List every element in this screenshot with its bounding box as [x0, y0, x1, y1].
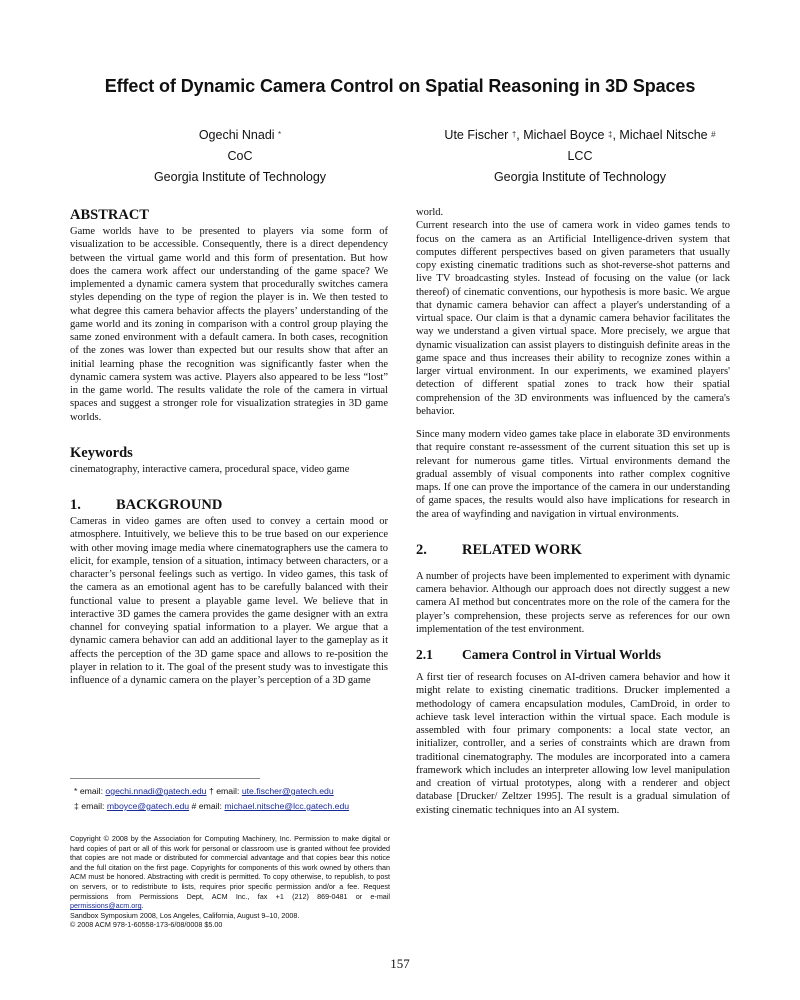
author-institution: Georgia Institute of Technology: [153, 170, 327, 184]
paper-title: Effect of Dynamic Camera Control on Spatial Reasoning in 3D Spaces: [104, 76, 696, 96]
author-name: Michael Nitsche: [619, 128, 708, 142]
author-block-left: [110, 124, 370, 188]
author-institution: Georgia Institute of Technology: [493, 170, 667, 184]
footnote-label: email:: [81, 801, 105, 811]
email-link[interactable]: ute.fischer@gatech.edu: [241, 786, 334, 796]
left-column: [70, 206, 388, 687]
footnote-label: email:: [198, 801, 222, 811]
right-column: [416, 206, 730, 817]
footnote-mark: ‡: [74, 801, 79, 811]
author-mark: †: [511, 130, 517, 139]
subsection-title: Camera Control in Virtual Worlds: [462, 647, 662, 662]
paragraph: Since many modern video games take place in elaborate 3D environments that require constant re-assessment of the current situation this set up is relevant for numerous game titles. Virtual environments demand the gradual assembly of visual components into rather complex cognitive maps. If one can prove the importance of the camera in our understanding of game spaces, the results would also have implications for research in the area of wayfinding and navigation in virtual environments.: [416, 429, 730, 520]
author-mark: #: [711, 130, 716, 139]
copyright-notice: [70, 834, 390, 930]
related-work-text: A number of projects have been implemented to experiment with dynamic camera behavior. Although our approach does not directly suggest a new camera AI method but concentrates more on the role of the camera for the player’s comprehension, these projects serve as references for our own implementation of the test environment.: [416, 570, 730, 635]
email-link[interactable]: michael.nitsche@lcc.gatech.edu: [224, 801, 350, 811]
section-heading-background: [70, 496, 388, 514]
section-title: RELATED WORK: [462, 541, 582, 558]
abstract-heading: ABSTRACT: [70, 207, 149, 223]
copyright-text: Copyright © 2008 by the Association for Computing Machinery, Inc. Permission to make digital or hard copies of part or all of this work for personal or classroom use is granted without fee provided that copies are not made or distributed for commercial advantage and that copies bear this notice and the full citation on the first page. Copyrights for components of this work owned by others than ACM must be honored. Abstracting with credit is permitted. To copy otherwise, to republish, to post on servers, or to redistribute to lists, requires prior specific permission and/or a fee. Request permissions from Permissions Dept, ACM Inc., fax +1 (212) 869-0481 or e-mail: [70, 834, 390, 901]
footnote-label: email:: [216, 786, 240, 796]
venue-line: Sandbox Symposium 2008, Los Angeles, California, August 9–10, 2008.: [70, 910, 300, 920]
email-link[interactable]: ogechi.nnadi@gatech.edu: [105, 786, 207, 796]
author-name-line: [110, 124, 370, 146]
footnote-mark: †: [208, 786, 214, 796]
author-mark: ‡: [608, 130, 613, 139]
footnote-line: [74, 784, 394, 799]
author-dept: CoC: [227, 149, 253, 163]
footnote-divider: [70, 778, 260, 779]
email-link[interactable]: mboyce@gatech.edu: [106, 801, 190, 811]
subsection-heading-camera-control: [416, 646, 730, 663]
author-name: Ogechi Nnadi: [198, 128, 275, 142]
footnote-mark: *: [74, 786, 78, 796]
isbn-line: © 2008 ACM 978-1-60558-173-6/08/0008 $5.00: [70, 920, 223, 930]
paragraph: Current research into the use of camera work in video games tends to focus on the camera as an Artificial Intelligence-driven system that computes different perspectives based on given parameters that usually copy existing cinematic traditions such as shot-reverse-shot patterns and live TV broadcasting styles. Instead of focusing on the value (or lack thereof) of cinematic conventions, our hypothesis is more basic. We argue that dynamic camera behavior can affect a player's understanding of a virtual space. Our claim is that a dynamic camera behavior facilitates the way we understand a given virtual space. More precisely, we argue that dynamic visualization can assist players to distinguish definite areas in the game space and thus increases their ability to recognize zones within a larger virtual environment. In our experiments, we examined players' detection of different spatial zones to track how their spatial comprehension of the 3D environments was influenced by the camera's behavior.: [416, 220, 730, 417]
author-dept: LCC: [567, 149, 593, 163]
author-name: Michael Boyce: [523, 128, 605, 142]
copyright-email-suffix: .: [141, 901, 144, 911]
author-block-right: [410, 124, 750, 188]
author-mark: *: [278, 130, 282, 139]
section-heading-related-work: [416, 541, 730, 559]
page-number: 157: [390, 956, 410, 971]
author-name: Ute Fischer: [444, 128, 509, 142]
keywords-text: cinematography, interactive camera, procedural space, video game: [70, 463, 350, 475]
footnote-label: email:: [79, 786, 103, 796]
footnote-mark: #: [191, 801, 197, 811]
background-text: Cameras in video games are often used to convey a certain mood or atmosphere. Intuitively, we believe this to be true based on our experience with other moving image media where cinematographers use the camera to elicit, for example, tension of a situation, intimacy between characters, or a character’s personal feelings such as vertigo. In video games, this task of the camera as an emotional agent has to be carefully balanced with their functional value to present a playable game level. We believe that in interactive 3D games the camera provides the game designer with an extra channel for conveying spatial information to a player. We argue that a dynamic camera behavior can add an additional layer to the gameplay as it affects the perception of the 3D game space and allows to re-position the player in relation to it. The goal of the present study was to investigate this influence of a dynamic camera on the player’s perception of a 3D game: [70, 516, 388, 686]
subsection-number: 2.1: [416, 647, 433, 662]
section-number: 2.: [416, 541, 427, 558]
footnote-line: [74, 799, 394, 814]
keywords-heading: Keywords: [70, 444, 133, 461]
author-names-line: Ute Fischer †, Michael Boyce ‡, Michael Nitsche #: [444, 128, 716, 142]
author-footnotes: [74, 784, 394, 814]
section-title: BACKGROUND: [116, 497, 223, 513]
section-number: 1.: [70, 497, 81, 513]
permissions-email-link[interactable]: permissions@acm.org: [70, 901, 142, 911]
camera-control-text: A first tier of research focuses on AI-driven camera behavior and how it might relate to existing cinematic traditions. Drucker implemented a methodology of camera encapsulation modules, CamDroid, in order to achieve task level interaction within the virtual space. Each module is assembled with four primary components: a local state vector, an initializer, controller, and a series of constraints which are drawn from traditional cinematography. The modules are incorporated into a camera framework which includes an interpreter allowing low level manipulation and creation of virtual prototypes, along with a renderer and object database [Drucker/ Zeltzer 1995]. The result is a gradual simulation of existing cinematic techniques into an AI system.: [416, 672, 730, 816]
abstract-text: Game worlds have to be presented to players via some form of visualization to be accessible. Consequently, there is a direct dependency between the virtual game world and this form of presentation. But how does the camera work affect our understanding of the game space? We implemented a dynamic camera system that procedurally switches camera styles depending on the type of region the player is in. We then tested to what degree this camera behavior affects the players’ understanding of the game world and its zoning in comparison with a control group playing the same zoned environment with a default camera. In both cases, recognition of the zones was lower than expected but our results show that after an initial learning phase the recognition was significantly faster when the dynamic camera system was active. Players also appeared to be less “lost” in the game world. The results validate the role of the camera in virtual spaces and suggest a stronger role for visualization strategies in 3D game worlds.: [70, 226, 388, 423]
continuation-text: world.: [416, 207, 444, 218]
